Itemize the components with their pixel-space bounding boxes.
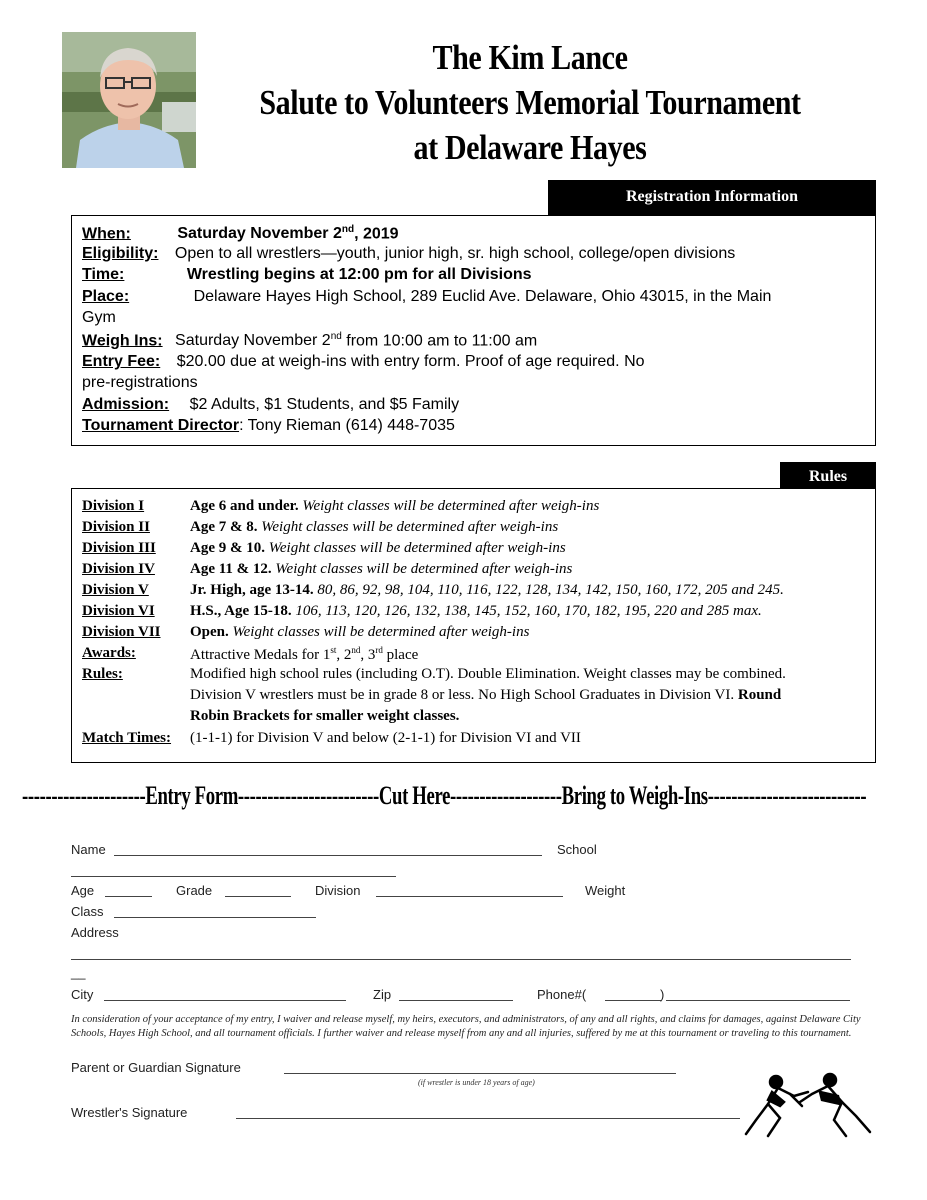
- weighins-value: Saturday November 2: [175, 332, 331, 350]
- zip-label: Zip: [373, 987, 392, 1002]
- time-value: Wrestling begins at 12:00 pm for all Divisions: [186, 266, 532, 283]
- awards-part: , 3: [360, 647, 376, 663]
- time-line: [82, 266, 532, 284]
- rules-line-2-bold: Round: [737, 687, 782, 703]
- weighins-label: Weigh Ins:: [82, 332, 163, 350]
- admission-label: Admission:: [82, 396, 170, 413]
- admission-value: $2 Adults, $1 Students, and $5 Family: [189, 396, 460, 413]
- rules-line-1: Modified high school rules (including O.T). Double Elimination. Weight classes may be combined.: [190, 666, 786, 682]
- phone-label: Phone#(: [537, 987, 587, 1002]
- division-text: [190, 540, 566, 557]
- class-label: Class: [71, 904, 104, 919]
- school-field[interactable]: [71, 876, 396, 877]
- parent-signature-field[interactable]: [284, 1073, 676, 1074]
- division-field[interactable]: [376, 896, 563, 897]
- rules-label: Rules:: [82, 666, 123, 682]
- division-age: Age 11 & 12.: [190, 561, 272, 577]
- division-note: Weight classes will be determined after weigh-ins: [298, 498, 600, 514]
- school-label: School: [557, 842, 597, 857]
- division-label: Division VII: [82, 624, 161, 640]
- when-sup: nd: [341, 224, 355, 235]
- rules-line-2: [190, 687, 781, 704]
- awards-part: , 2: [336, 647, 352, 663]
- division-note: Weight classes will be determined after weigh-ins: [257, 519, 559, 535]
- name-label: Name: [71, 842, 106, 857]
- waiver-text: In consideration of your acceptance of my entry, I waiver and release myself, my heirs, executors, and administrators, of any and all rights, and claims for damages, against Delaware City Schools, Hayes High School, and all tournament officials. I further waiver and release myself from any and all injuries, suffered by me at this tournament or traveling to this tournament.: [71, 1014, 861, 1039]
- wrestler-signature-field[interactable]: [236, 1118, 740, 1119]
- wrestler-signature-label: Wrestler's Signature: [71, 1105, 188, 1120]
- portrait-photo: [62, 32, 196, 168]
- division-age: Age 7 & 8.: [190, 519, 258, 535]
- title-line-2: Salute to Volunteers Memorial Tournament: [259, 83, 801, 122]
- rules-header: Rules: [780, 462, 876, 489]
- awards-label: Awards:: [82, 645, 136, 661]
- division-note: 106, 113, 120, 126, 132, 138, 145, 152, 160, 170, 182, 195, 220 and 285 max.: [291, 603, 762, 619]
- name-field[interactable]: [114, 855, 542, 856]
- fee-value: $20.00 due at weigh-ins with entry form. Proof of age required. No: [176, 353, 645, 370]
- match-times-label: Match Times:: [82, 730, 172, 746]
- awards-part: place: [382, 647, 419, 663]
- awards-sup: st: [330, 645, 337, 655]
- division-label: Division V: [82, 582, 149, 598]
- division-age: H.S., Age 15-18.: [190, 603, 292, 619]
- title-line-1: The Kim Lance: [432, 38, 628, 77]
- portrait-image: [62, 32, 196, 168]
- minor-note: (if wrestler is under 18 years of age): [418, 1078, 535, 1087]
- when-value: Saturday November 2: [177, 225, 342, 243]
- address-label: Address: [71, 925, 119, 940]
- division-label: Division III: [82, 540, 156, 556]
- division-field-label: Division: [315, 883, 361, 898]
- division-label: Division VI: [82, 603, 155, 619]
- division-text: [190, 603, 762, 620]
- phone-area-field[interactable]: [605, 1000, 661, 1001]
- when-line: [82, 224, 399, 243]
- place-label: Place:: [82, 288, 130, 305]
- place-value: Delaware Hayes High School, 289 Euclid Ave. Delaware, Ohio 43015, in the Main: [193, 288, 772, 305]
- director-value: : Tony Rieman (614) 448-7035: [239, 417, 455, 434]
- division-text: [190, 498, 599, 515]
- place-continued: Gym: [82, 309, 116, 326]
- place-line: [82, 288, 771, 306]
- division-text: [190, 582, 784, 599]
- title-line-3: at Delaware Hayes: [413, 128, 647, 167]
- address-field[interactable]: [71, 959, 851, 960]
- division-age: Jr. High, age 13-14.: [190, 582, 314, 598]
- division-note: 80, 86, 92, 98, 104, 110, 116, 122, 128, 134, 142, 150, 160, 172, 205 and 245.: [313, 582, 784, 598]
- match-times-value: (1-1-1) for Division V and below (2-1-1) for Division VI and VII: [190, 730, 581, 746]
- rules-line-2-text: Division V wrestlers must be in grade 8 or less. No High School Graduates in Division VI.: [190, 687, 735, 703]
- eligibility-line: [82, 245, 735, 263]
- director-label: Tournament Director: [82, 417, 240, 434]
- division-text: [190, 519, 558, 536]
- wrestlers-icon: [738, 1062, 880, 1140]
- city-label: City: [71, 987, 94, 1002]
- admission-line: [82, 396, 459, 414]
- eligibility-value: Open to all wrestlers—youth, junior high, sr. high school, college/open divisions: [174, 245, 736, 262]
- division-note: Weight classes will be determined after weigh-ins: [228, 624, 530, 640]
- division-note: Weight classes will be determined after weigh-ins: [265, 540, 566, 556]
- fee-label: Entry Fee:: [82, 353, 161, 370]
- phone-close: ): [660, 987, 665, 1002]
- age-label: Age: [71, 883, 95, 898]
- parent-signature-label: Parent or Guardian Signature: [71, 1060, 241, 1075]
- division-text: [190, 624, 529, 641]
- division-age: Age 9 & 10.: [190, 540, 265, 556]
- weighins-value-end: from 10:00 am to 11:00 am: [341, 332, 538, 350]
- director-line: [82, 417, 455, 435]
- rules-line-3: [190, 708, 459, 725]
- zip-field[interactable]: [399, 1000, 513, 1001]
- cut-here-line: ---------------------Entry Form------------------------Cut Here-------------------Bring to Weigh-Ins---------------------------: [22, 781, 867, 810]
- awards-part: Attractive Medals for 1: [190, 647, 331, 663]
- division-age: Age 6 and under.: [190, 498, 299, 514]
- phone-field[interactable]: [666, 1000, 850, 1001]
- weighins-line: [82, 331, 537, 350]
- division-note: Weight classes will be determined after weigh-ins: [271, 561, 573, 577]
- fee-line: [82, 353, 645, 371]
- registration-header: Registration Information: [548, 180, 876, 215]
- awards-text: [190, 645, 418, 664]
- weighins-sup: nd: [330, 331, 342, 342]
- when-label: When:: [82, 225, 131, 243]
- division-label: Division IV: [82, 561, 155, 577]
- rules-line-3-bold: Robin Brackets for smaller weight classes.: [190, 708, 460, 724]
- division-label: Division I: [82, 498, 145, 514]
- time-label: Time:: [82, 266, 125, 283]
- grade-field[interactable]: [225, 896, 291, 897]
- address-continuation: __: [71, 965, 86, 980]
- awards-sup: nd: [351, 645, 361, 655]
- eligibility-label: Eligibility:: [82, 245, 159, 262]
- grade-label: Grade: [176, 883, 213, 898]
- division-label: Division II: [82, 519, 150, 535]
- age-field[interactable]: [105, 896, 152, 897]
- division-age: Open.: [190, 624, 229, 640]
- weight-class-field[interactable]: [114, 917, 316, 918]
- fee-continued: pre-registrations: [82, 374, 198, 391]
- awards-sup: rd: [375, 645, 383, 655]
- when-year: , 2019: [354, 225, 399, 243]
- city-field[interactable]: [104, 1000, 346, 1001]
- division-text: [190, 561, 572, 578]
- weight-label: Weight: [585, 883, 626, 898]
